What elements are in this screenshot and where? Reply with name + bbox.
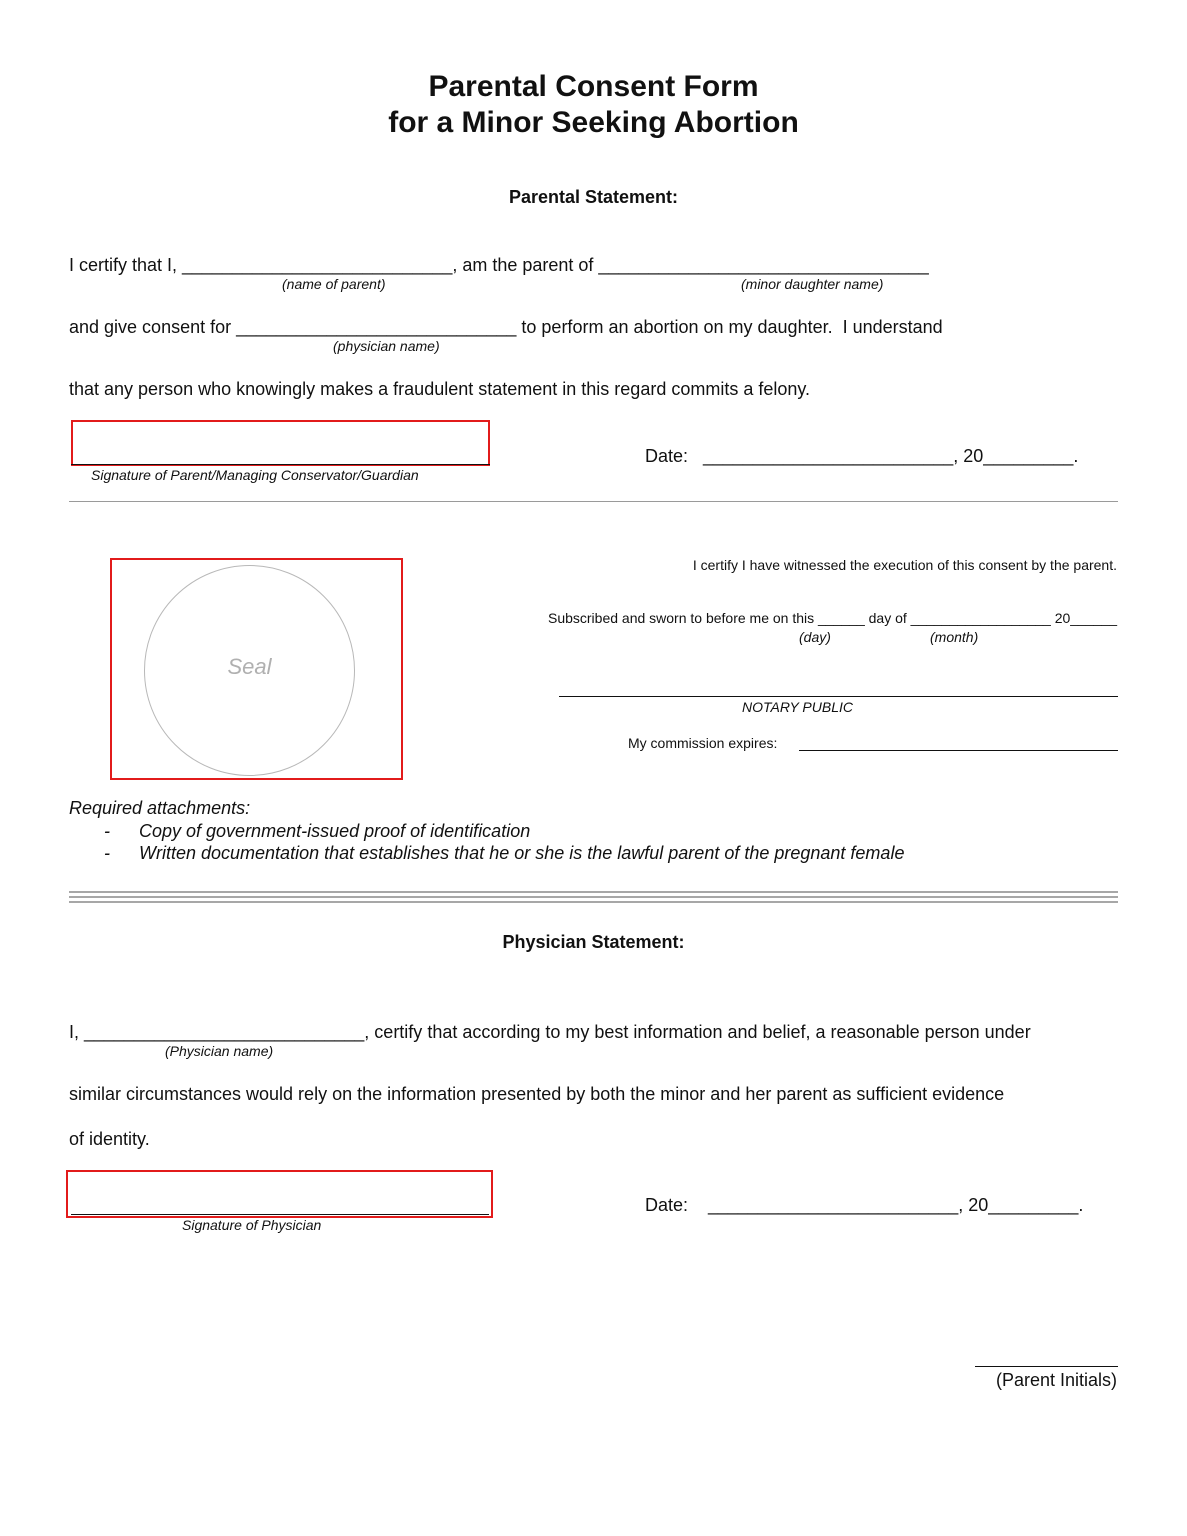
parental-statement-heading: Parental Statement: — [508, 187, 679, 207]
parent-date-field[interactable]: _________________________, 20_________. — [703, 446, 1079, 466]
form-title-line-2: for a Minor Seeking Abortion — [388, 106, 799, 139]
physician-signature-field[interactable] — [66, 1170, 493, 1218]
parent-signature-line — [71, 464, 490, 465]
sworn-statement[interactable]: Subscribed and sworn to before me on this ______ day of __________________ 20______ — [547, 610, 1117, 626]
parental-line-2: and give consent for ____________________________ to perform an abortion on my daughter. I understand — [69, 317, 943, 337]
notary-signature-line[interactable] — [559, 696, 1118, 697]
parent-initials-field[interactable] — [975, 1366, 1118, 1367]
name-of-parent-caption: (name of parent) — [282, 276, 386, 292]
seal-label: Seal — [227, 654, 272, 679]
physician-signature-line — [71, 1214, 489, 1215]
parent-date-label: Date: — [645, 446, 689, 466]
attachment-bullet: - — [104, 821, 110, 841]
witness-statement: I certify I have witnessed the execution of this consent by the parent. — [692, 557, 1117, 573]
physician-date-label: Date: — [645, 1195, 689, 1215]
physician-signature-caption: Signature of Physician — [182, 1217, 322, 1233]
commission-expires-label: My commission expires: — [628, 735, 782, 751]
attachment-bullet: - — [104, 843, 110, 863]
parent-signature-field[interactable] — [71, 420, 490, 466]
physician-statement-heading: Physician Statement: — [502, 932, 685, 952]
minor-daughter-name-caption: (minor daughter name) — [741, 276, 884, 292]
physician-line-1: I, ____________________________, certify that according to my best information and belief, a reasonable person under — [69, 1022, 1031, 1042]
form-title-line-1: Parental Consent Form — [428, 70, 759, 103]
physician-date-field[interactable]: _________________________, 20_________. — [708, 1195, 1084, 1215]
physician-name-caption: (Physician name) — [165, 1043, 274, 1059]
attachment-item: Written documentation that establishes that he or she is the lawful parent of the pregnant female — [139, 843, 905, 863]
double-divider-bottom — [69, 901, 1118, 903]
notary-public-caption: NOTARY PUBLIC — [742, 699, 853, 715]
parental-line-1: I certify that I, ___________________________, am the parent of _________________________________ — [69, 255, 929, 275]
commission-expires-field[interactable] — [799, 750, 1118, 751]
parent-initials-label: (Parent Initials) — [995, 1370, 1117, 1390]
section-divider — [69, 501, 1118, 502]
physician-line-3: of identity. — [69, 1129, 150, 1149]
double-divider-top — [69, 891, 1118, 893]
parent-signature-caption: Signature of Parent/Managing Conservator/Guardian — [91, 467, 419, 483]
parental-line-3: that any person who knowingly makes a fraudulent statement in this regard commits a felony. — [69, 379, 811, 399]
physician-line-2: similar circumstances would rely on the information presented by both the minor and her parent as sufficient evidence — [69, 1084, 1005, 1104]
day-caption: (day) — [799, 629, 831, 645]
required-attachments-heading: Required attachments: — [69, 798, 251, 818]
double-divider-middle — [69, 896, 1118, 898]
physician-name-caption: (physician name) — [333, 338, 440, 354]
month-caption: (month) — [930, 629, 979, 645]
attachment-item: Copy of government-issued proof of identification — [139, 821, 531, 841]
